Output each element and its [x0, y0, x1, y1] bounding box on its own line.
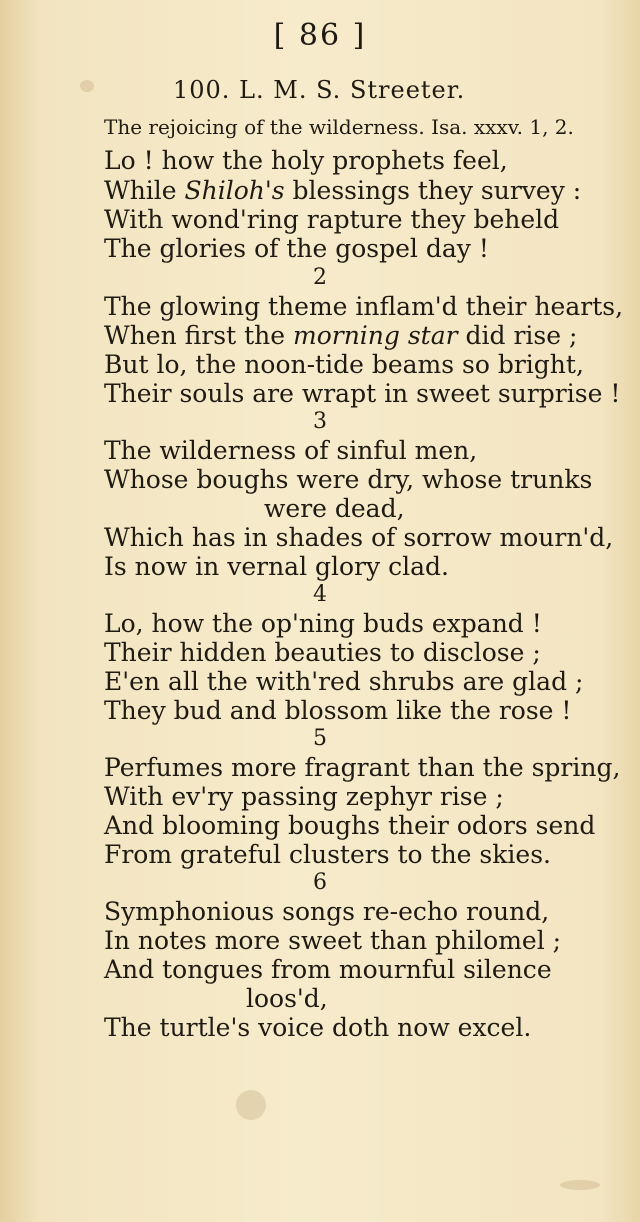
verse-line: When first the morning star did rise ;: [104, 321, 578, 350]
verse-line: Whose boughs were dry, whose trunks: [104, 465, 593, 494]
verse-line: The glowing theme inflam'd their hearts,: [104, 292, 624, 321]
verse-line-continuation: loos'd,: [246, 984, 328, 1013]
verse-line: And tongues from mournful silence: [104, 955, 552, 984]
verse-line: Their hidden beauties to disclose ;: [104, 638, 541, 667]
verse-line: E'en all the with'red shrubs are glad ;: [104, 667, 584, 696]
stanza-number: 5: [313, 726, 327, 751]
verse-line: Which has in shades of sorrow mourn'd,: [104, 523, 614, 552]
verse-line: And blooming boughs their odors send: [104, 811, 596, 840]
verse-line: Their souls are wrapt in sweet surprise !: [104, 379, 621, 408]
verse-line: Lo ! how the holy prophets feel,: [104, 146, 508, 175]
verse-line: The wilderness of sinful men,: [104, 436, 478, 465]
verse-line: From grateful clusters to the skies.: [104, 840, 551, 869]
paper-stain: [560, 1180, 600, 1190]
stanza-number: 4: [313, 582, 327, 607]
verse-line: But lo, the noon-tide beams so bright,: [104, 350, 584, 379]
verse-line: The glories of the gospel day !: [104, 234, 489, 263]
verse-line: While Shiloh's blessings they survey :: [104, 176, 582, 205]
verse-line: They bud and blossom like the rose !: [104, 696, 572, 725]
stanza-number: 2: [313, 265, 327, 290]
verse-line: The turtle's voice doth now excel.: [104, 1013, 532, 1042]
hymn-subtitle: The rejoicing of the wilderness. Isa. xxxv. 1, 2.: [104, 115, 574, 139]
verse-line: Lo, how the op'ning buds expand !: [104, 609, 542, 638]
verse-line-continuation: were dead,: [264, 494, 405, 523]
paper-stain: [236, 1090, 266, 1120]
page-number: [ 86 ]: [273, 18, 367, 53]
paper-stain: [80, 80, 94, 92]
verse-line: In notes more sweet than philomel ;: [104, 926, 562, 955]
verse-line: Perfumes more fragrant than the spring,: [104, 753, 621, 782]
stanza-number: 3: [313, 409, 327, 434]
stanza-number: 6: [313, 870, 327, 895]
verse-line: Symphonious songs re-echo round,: [104, 897, 550, 926]
verse-line: With ev'ry passing zephyr rise ;: [104, 782, 504, 811]
verse-line: With wond'ring rapture they beheld: [104, 205, 560, 234]
verse-line: Is now in vernal glory clad.: [104, 552, 449, 581]
hymn-header: 100. L. M. S. Streeter.: [173, 76, 466, 104]
